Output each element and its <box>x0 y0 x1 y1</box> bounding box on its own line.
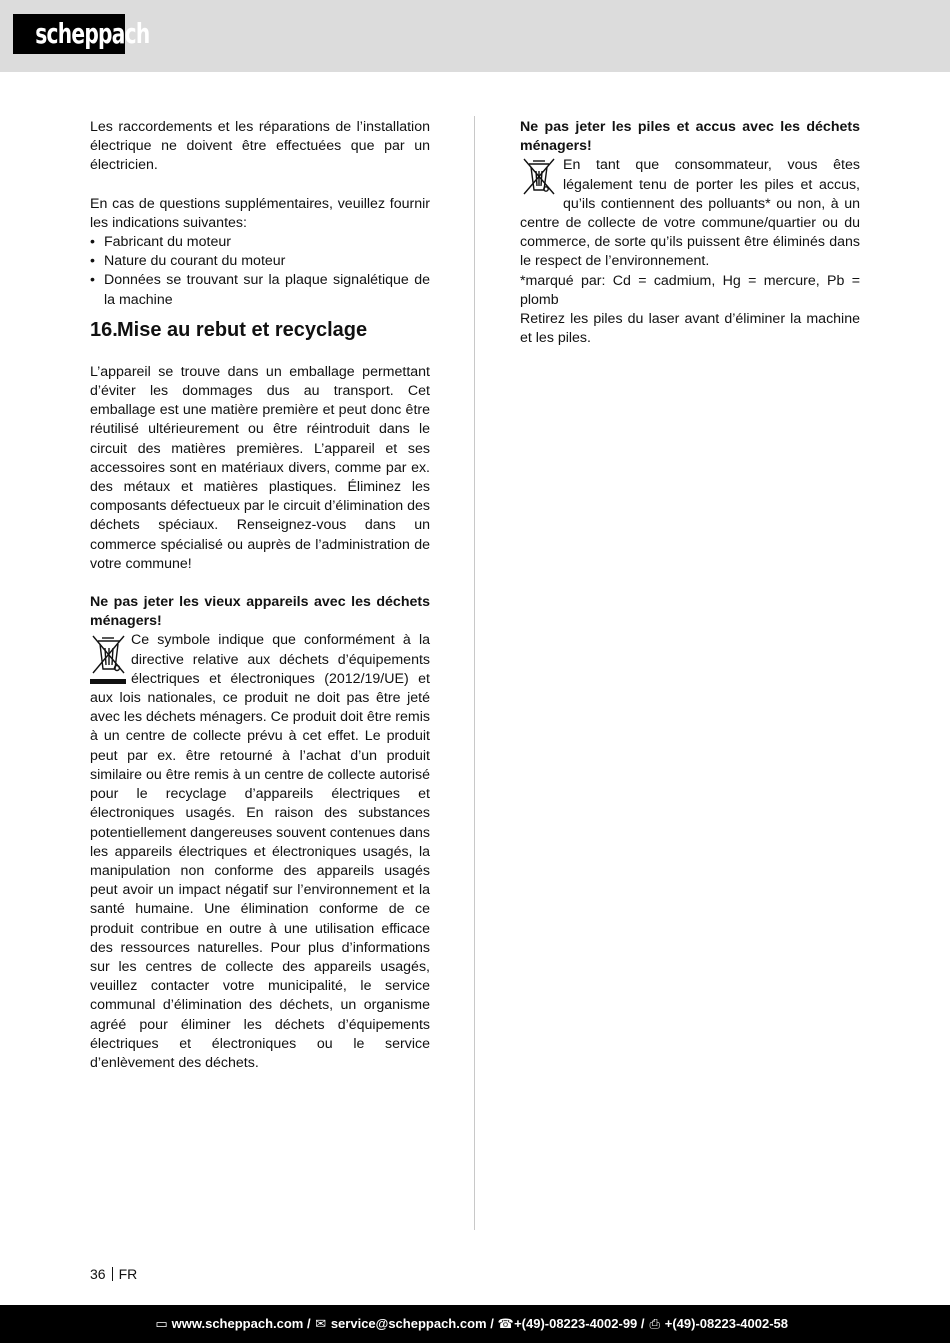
weee-block <box>90 631 430 1073</box>
remove-batteries-note: Retirez les piles du laser avant d’éliminer la machine et les piles. <box>520 311 860 347</box>
list-item: • Données se trouvant sur la plaque signalétique de la machine <box>90 271 430 309</box>
crossed-battery-bin-icon <box>520 156 558 196</box>
contact-line <box>155 1316 788 1332</box>
list-item: • Fabricant du moteur <box>90 233 430 252</box>
paragraph-packaging: L’appareil se trouve dans un emballage permettant d’éviter les dommages dus au transport. Cet emballage est une matière première et peut donc être réutilisé ultérieurement ou être réintroduit dans le circuit des matières premières. L’appareil et ses accessoires sont en matériaux divers, comme par ex. des métaux et matières plastiques. Éliminez les composants défectueux par le circuit d’élimination des déchets spéciaux. Renseignez-vous dans un commerce spécialisé ou auprès de l’administration de votre commune! <box>90 363 430 572</box>
paragraph-electrician: Les raccordements et les réparations de l’installation électrique ne doivent être effectuées que par un électricien. <box>90 119 430 174</box>
right-column <box>520 118 860 348</box>
paragraph-questions: En cas de questions supplémentaires, veuillez fournir les indications suivantes: <box>90 195 430 231</box>
battery-block <box>520 156 860 271</box>
left-column <box>90 118 430 1073</box>
phone-number: +(49)-08223-4002-99 / <box>514 1316 645 1331</box>
page-footer <box>0 1305 950 1343</box>
computer-icon: ▭ <box>155 1316 168 1331</box>
phone-icon: ☎ <box>497 1316 514 1331</box>
battery-title: Ne pas jeter les piles et accus avec les déchets ménagers! <box>520 119 860 155</box>
weee-title: Ne pas jeter les vieux appareils avec les déchets ménagers! <box>90 594 430 630</box>
section-heading: 16.Mise au rebut et recyclage <box>90 318 368 341</box>
fax-number: +(49)-08223-4002-58 <box>664 1316 788 1331</box>
page-header <box>0 0 950 72</box>
weee-text: Ce symbole indique que conformément à la directive relative aux déchets d’équipements électriques et électroniques (2012/19/UE) et aux lois nationales, ce produit ne doit pas être jeté avec les déchets ménagers. Ce produit doit être remis à un centre de collecte prévu à cet effet. Le produit peut par ex. être retourné à l’achat d’un produit similaire ou être remis à un centre de collecte autorisé pour le recyclage d’appareils électriques et électroniques usagés. En raison des substances potentiellement dangereuses souvent contenues dans les appareils électriques et électroniques usagés, la manipulation non conforme des appareils usagés peut avoir un impact négatif sur l’environnement et la santé humaine. Une élimination conforme de ce produit contribue en outre à une utilisation efficace des ressources naturelles. Pour plus d’informations sur les centres de collecte des appareils usagés, veuillez contacter votre municipalité, le service communal d’élimination des déchets, un organisme agréé pour éliminer les déchets d’équipements électriques et électroniques ou le service d’enlèvement des déchets. <box>90 632 430 1071</box>
fax-icon: ⎙ <box>649 1316 660 1331</box>
column-divider <box>474 116 475 1230</box>
scheppach-logo: scheppach <box>13 14 125 54</box>
battery-text: En tant que consommateur, vous êtes légalement tenu de porter les piles et accus, qu’ils contiennent des polluants* ou non, à un centre de collecte de votre commune/quartier ou du commerce, de sorte qu’ils puissent être éliminés dans le respect de l’environnement. <box>520 157 860 270</box>
email-link[interactable]: service@scheppach.com / <box>330 1316 494 1331</box>
page-number: 36 FR <box>90 1266 138 1282</box>
pollutant-note: *marqué par: Cd = cadmium, Hg = mercure, Pb = plomb <box>520 272 860 308</box>
mail-icon: ✉ <box>315 1316 327 1331</box>
crossed-bin-icon <box>90 631 126 687</box>
info-list <box>90 233 430 310</box>
website-link[interactable]: www.scheppach.com / <box>171 1316 311 1331</box>
list-item: • Nature du courant du moteur <box>90 252 430 271</box>
